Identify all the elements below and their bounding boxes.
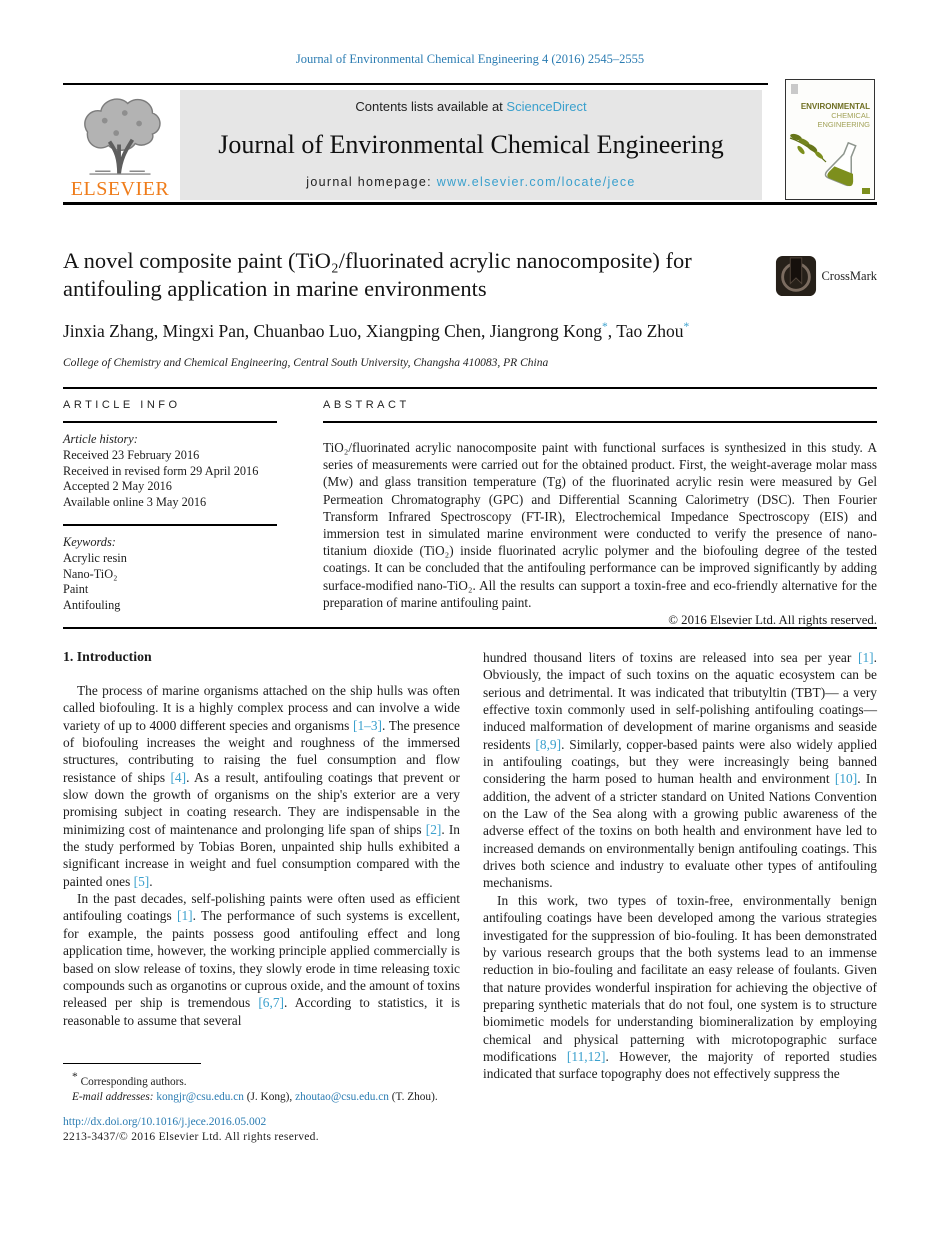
history-item: Received 23 February 2016 [63,447,200,462]
cover-line-environmental: ENVIRONMENTAL [800,102,870,111]
history-item: Received in revised form 29 April 2016 [63,463,259,478]
issn-copyright-line: 2213-3437/© 2016 Elsevier Ltd. All rights reserved. [63,1131,319,1143]
email-note-zhou: (T. Zhou). [388,1090,438,1103]
cover-line-engineering: ENGINEERING [817,120,870,129]
footnote-rule [63,1063,201,1064]
contents-prefix: Contents lists available at [355,99,507,114]
corresponding-authors-text: Corresponding authors. [80,1075,187,1088]
intro-paragraph: In the past decades, self-polishing paints were often used as efficient antifouling coatings [1]. The performance of such systems is excellent, for example, the paints possess good antifouling effect and long application time, however, the working principle applied commercially is based on slow release of toxins, they slowly erode in time releasing toxic compounds such as organotins or cuprous oxide, and the amount of toxins released per ship is tremendous [6,7]. According to statistics, it is reasonable to assume that several [63,891,460,1028]
article-info-column [63,399,277,614]
masthead [63,90,877,200]
citation-ref[interactable]: [10] [834,771,858,787]
abstract-heading: ABSTRACT [323,399,410,411]
affiliation: College of Chemistry and Chemical Engineering, Central South University, Changsha 410083, PR China [63,357,549,369]
journal-cover-art [786,80,874,199]
email-label: E-mail addresses: [72,1090,154,1103]
homepage-line [306,175,635,189]
keyword-item: Antifouling [63,598,121,613]
journal-title: Journal of Environmental Chemical Engineering [218,129,724,159]
email-note-kong: (J. Kong), [243,1090,296,1103]
homepage-prefix: journal homepage: [306,175,437,189]
email-link-zhou[interactable]: zhoutao@csu.edu.cn [295,1090,389,1103]
crossmark-icon [775,255,817,297]
article-info-heading: ARTICLE INFO [63,399,181,411]
contents-line [355,99,586,114]
authors-main: Jinxia Zhang, Mingxi Pan, Chuanbao Luo, Xiangping Chen, Jiangrong Kong [63,321,603,341]
history-item: Accepted 2 May 2016 [63,479,172,494]
masthead-banner [180,90,762,200]
author-asterisk-2[interactable]: * [683,321,690,334]
title-block [63,247,877,303]
citation-ref[interactable]: [1–3] [353,717,383,733]
email-link-kong[interactable]: kongjr@csu.edu.cn [156,1090,244,1103]
corresponding-authors-note [63,1070,493,1090]
abstract-bottom-rule [63,627,877,629]
cover-line-chemical: CHEMICAL [831,111,870,120]
body-column-right [483,649,877,1083]
elsevier-tree-icon [72,92,168,176]
citation-line: Journal of Environmental Chemical Engineering 4 (2016) 2545–2555 [295,52,645,66]
keyword-item: Acrylic resin [63,550,127,565]
header-top-rule [63,83,768,85]
crossmark-label: CrossMark [821,268,877,283]
authors-line [63,321,689,342]
history-item: Available online 3 May 2016 [63,495,207,510]
keyword-item: Nano-TiO₂ [63,566,118,581]
footnote-asterisk: * [72,1071,78,1083]
affiliation-divider-rule [63,387,877,389]
keyword-item: Paint [63,582,89,597]
citation-ref[interactable]: [8,9] [535,736,562,752]
homepage-link[interactable]: www.elsevier.com/locate/jece [436,175,636,189]
abstract-text: TiO₂/fluorinated acrylic nanocomposite paint with functional surfaces is synthesized in this study. A series of measurements were carried out for the obtained product. First, the weight-average molar mass (Mw) and glass transition temperature (Tg) of the fluorinated acrylic resin were measured by Gel Permeation Chromatography (GPC) and Differential Scanning Calorimetry (DSC). Then Fourier Transform Infrared Spectroscopy (FT-IR), Electrochemical Impedance Spectroscopy (EIS) and immersion test in simulated marine environment were conducted to verify the presence of nano- titanium dioxide (TiO₂) inside fluorinated acrylic polymer and the biofouling degree of the tested coatings. It can be concluded that the antifouling performance can be improved significantly by adding surface-modified nano-TiO₂. All the results can support a toxin-free and eco-friendly alternative for the preparation of marine antifouling paint. [323,440,877,610]
article-title: A novel composite paint (TiO₂/fluorinated acrylic nanocomposite) for antifouling application in marine environments [63,248,692,301]
keywords-block [63,535,277,614]
citation-ref[interactable]: [6,7] [258,995,284,1011]
citation-ref[interactable]: [2] [425,821,442,837]
citation-ref[interactable]: [5] [133,873,150,889]
article-history [63,432,277,511]
header-bottom-rule [63,202,877,205]
intro-paragraph: The process of marine organisms attached on the ship hulls was often called biofouling. It is a highly complex process and can involve a wide variety of up to 4000 different species and organisms [1–3]. The presence of biofouling increases the weight and roughness of the immersed structures, contributing to raising the fuel consumption and flow resistance of ships [4]. As a result, antifouling coatings that prevent or slow down the growth of organisms on the ship's exterior are a very promising subject in coating research. They are indispensable in the minimizing cost of maintenance and prolonging life span of ships [2]. In the study performed by Tobias Boren, unpainted ship hulls exhibited a significant increase in weight and fuel consumption compared with the painted ones [5]. [63,683,461,889]
keywords-rule [63,524,277,526]
section-heading-introduction: 1. Introduction [63,649,152,664]
sciencedirect-link[interactable]: ScienceDirect [506,99,587,114]
abstract-rule [323,421,877,423]
abstract-copyright: © 2016 Elsevier Ltd. All rights reserved. [668,613,877,628]
footnote-block [63,1063,493,1104]
citation-ref[interactable]: [1] [858,650,874,665]
citation-ref[interactable]: [11,12] [566,1048,606,1064]
citation-ref[interactable]: [4] [170,769,187,785]
article-history-label: Article history: [63,432,138,446]
journal-cover-thumbnail[interactable] [785,79,875,200]
body-column-left [63,649,460,1029]
elsevier-logo[interactable] [63,92,177,198]
doi-link[interactable]: http://dx.doi.org/10.1016/j.jece.2016.05.002 [63,1116,267,1128]
citation-ref[interactable]: [1] [176,908,193,924]
abstract-column [323,399,877,628]
intro-paragraph: hundred thousand liters of toxins are released into sea per year [1]. Obviously, the impact of such toxins on the aquatic ecosystem can be serious and detrimental. It was indicated that tributyltin (TBT)— a very effective toxin commonly used in self-polishing antifouling coatings—induced malformation of development of marine organisms and seaside residents [8,9]. Similarly, copper-based paints were also widely applied in antifouling coatings, but they were increasingly being banned considering the harm posed to human health and environment [10]. In addition, the advent of a stricter standard on United Nations Convention on the Law of the Sea along with a growing public awareness of the adverse effect of the toxins on both health and environment have led to increased demands on environmentally benign antifouling coatings. This drives both science and industry to evaluate other types of antifouling mechanisms. [483,650,877,891]
crossmark-badge[interactable] [775,255,877,297]
article-info-rule [63,421,277,423]
author-asterisk-1[interactable]: * [602,321,608,334]
intro-paragraph: In this work, two types of toxin-free, environmentally benign antifouling coatings have been developed among the various strategies investigated for the suppression of bio-fouling. It has been demonstrated by various research groups that the both systems lead to an immense reduction in bio-fouling and facilitate an easy release of foulants. Given that nature provides wonderful inspiration for achieving the objective of preparing synthetic materials that do not foul, one system is to structure biomimetic models for understanding biomineralization by employing chemical and physical patterning with microtopographic surface modifications [11,12]. However, the majority of reported studies indicated that surface topography does not effectively suppress the [483,892,878,1082]
email-addresses-line [63,1090,493,1105]
authors-tail: , Tao Zhou [607,321,684,341]
keywords-label: Keywords: [63,534,116,549]
elsevier-wordmark: ELSEVIER [70,178,170,200]
